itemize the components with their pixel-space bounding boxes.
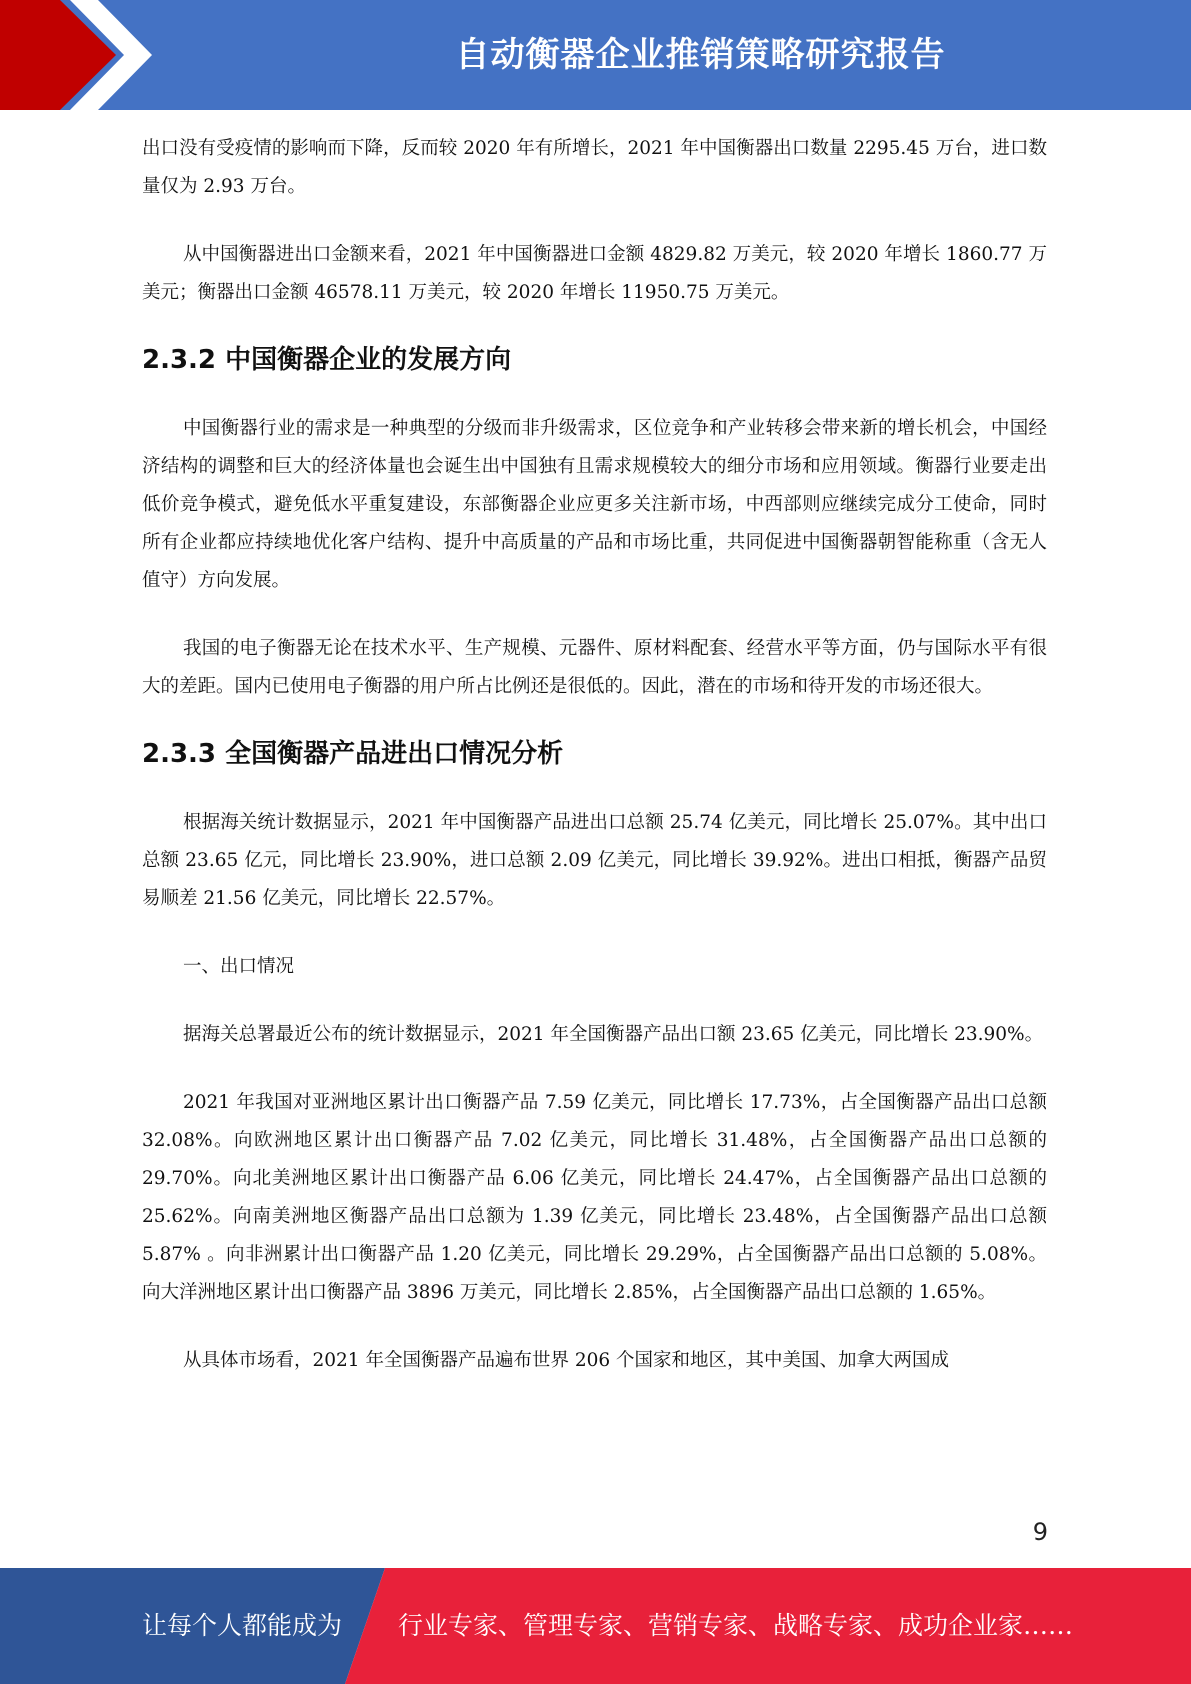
paragraph: 出口没有受疫情的影响而下降，反而较 2020 年有所增长，2021 年中国衡器出口数量 2295.45 万台，进口数量仅为 2.93 万台。	[142, 138, 1047, 197]
section-heading-2-3-3: 2.3.3 全国衡器产品进出口情况分析	[142, 739, 564, 769]
header-title: 自动衡器企业推销策略研究报告	[455, 35, 946, 75]
paragraph: 我国的电子衡器无论在技术水平、生产规模、元器件、原材料配套、经营水平等方面，仍与国际水平有很大的差距。国内已使用电子衡器的用户所占比例还是很低的。因此，潜在的市场和待开发的市场还很大。	[142, 638, 1047, 697]
page-header	[0, 0, 1191, 110]
footer-slogan-left: 让每个人都能成为	[142, 1611, 343, 1640]
page-footer	[0, 1568, 1191, 1684]
paragraph: 从具体市场看，2021 年全国衡器产品遍布世界 206 个国家和地区，其中美国、加拿大两国成	[183, 1350, 950, 1371]
footer-slogan-right: 行业专家、管理专家、营销专家、战略专家、成功企业家……	[398, 1611, 1074, 1640]
document-body	[142, 130, 1047, 1380]
paragraph: 根据海关统计数据显示，2021 年中国衡器产品进出口总额 25.74 亿美元，同比增长 25.07%。其中出口总额 23.65 亿元，同比增长 23.90%，进口总额 2.09 亿美元，同比增长 39.92%。进出口相抵，衡器产品贸易顺差 21.56 亿美元，同比增长 22.57%。	[142, 812, 1047, 909]
paragraph: 据海关总署最近公布的统计数据显示，2021 年全国衡器产品出口额 23.65 亿美元，同比增长 23.90%。	[183, 1024, 1044, 1045]
subsection-label: 一、出口情况	[183, 956, 295, 977]
section-heading-2-3-2: 2.3.2 中国衡器企业的发展方向	[142, 345, 512, 375]
paragraph: 2021 年我国对亚洲地区累计出口衡器产品 7.59 亿美元，同比增长 17.73%，占全国衡器产品出口总额 32.08%。向欧洲地区累计出口衡器产品 7.02 亿美元，同比增长 31.48%，占全国衡器产品出口总额的 29.70%。向北美洲地区累计出口衡器产品 6.06 亿美元，同比增长 24.47%，占全国衡器产品出口总额的 25.62%。向南美洲地区衡器产品出口总额为 1.39 亿美元，同比增长 23.48%，占全国衡器产品出口总额 5.87% 。向非洲累计出口衡器产品 1.20 亿美元，同比增长 29.29%，占全国衡器产品出口总额的 5.08%。向大洋洲地区累计出口衡器产品 3896 万美元，同比增长 2.85%，占全国衡器产品出口总额的 1.65%。	[142, 1092, 1047, 1303]
paragraph: 中国衡器行业的需求是一种典型的分级而非升级需求，区位竞争和产业转移会带来新的增长机会，中国经济结构的调整和巨大的经济体量也会诞生出中国独有且需求规模较大的细分市场和应用领域。衡器行业要走出低价竞争模式，避免低水平重复建设，东部衡器企业应更多关注新市场，中西部则应继续完成分工使命，同时所有企业都应持续地优化客户结构、提升中高质量的产品和市场比重，共同促进中国衡器朝智能称重（含无人值守）方向发展。	[142, 418, 1047, 591]
paragraph: 从中国衡器进出口金额来看，2021 年中国衡器进口金额 4829.82 万美元，较 2020 年增长 1860.77 万美元；衡器出口金额 46578.11 万美元，较 2020 年增长 11950.75 万美元。	[142, 244, 1047, 303]
page-number: 9	[1032, 1518, 1048, 1546]
